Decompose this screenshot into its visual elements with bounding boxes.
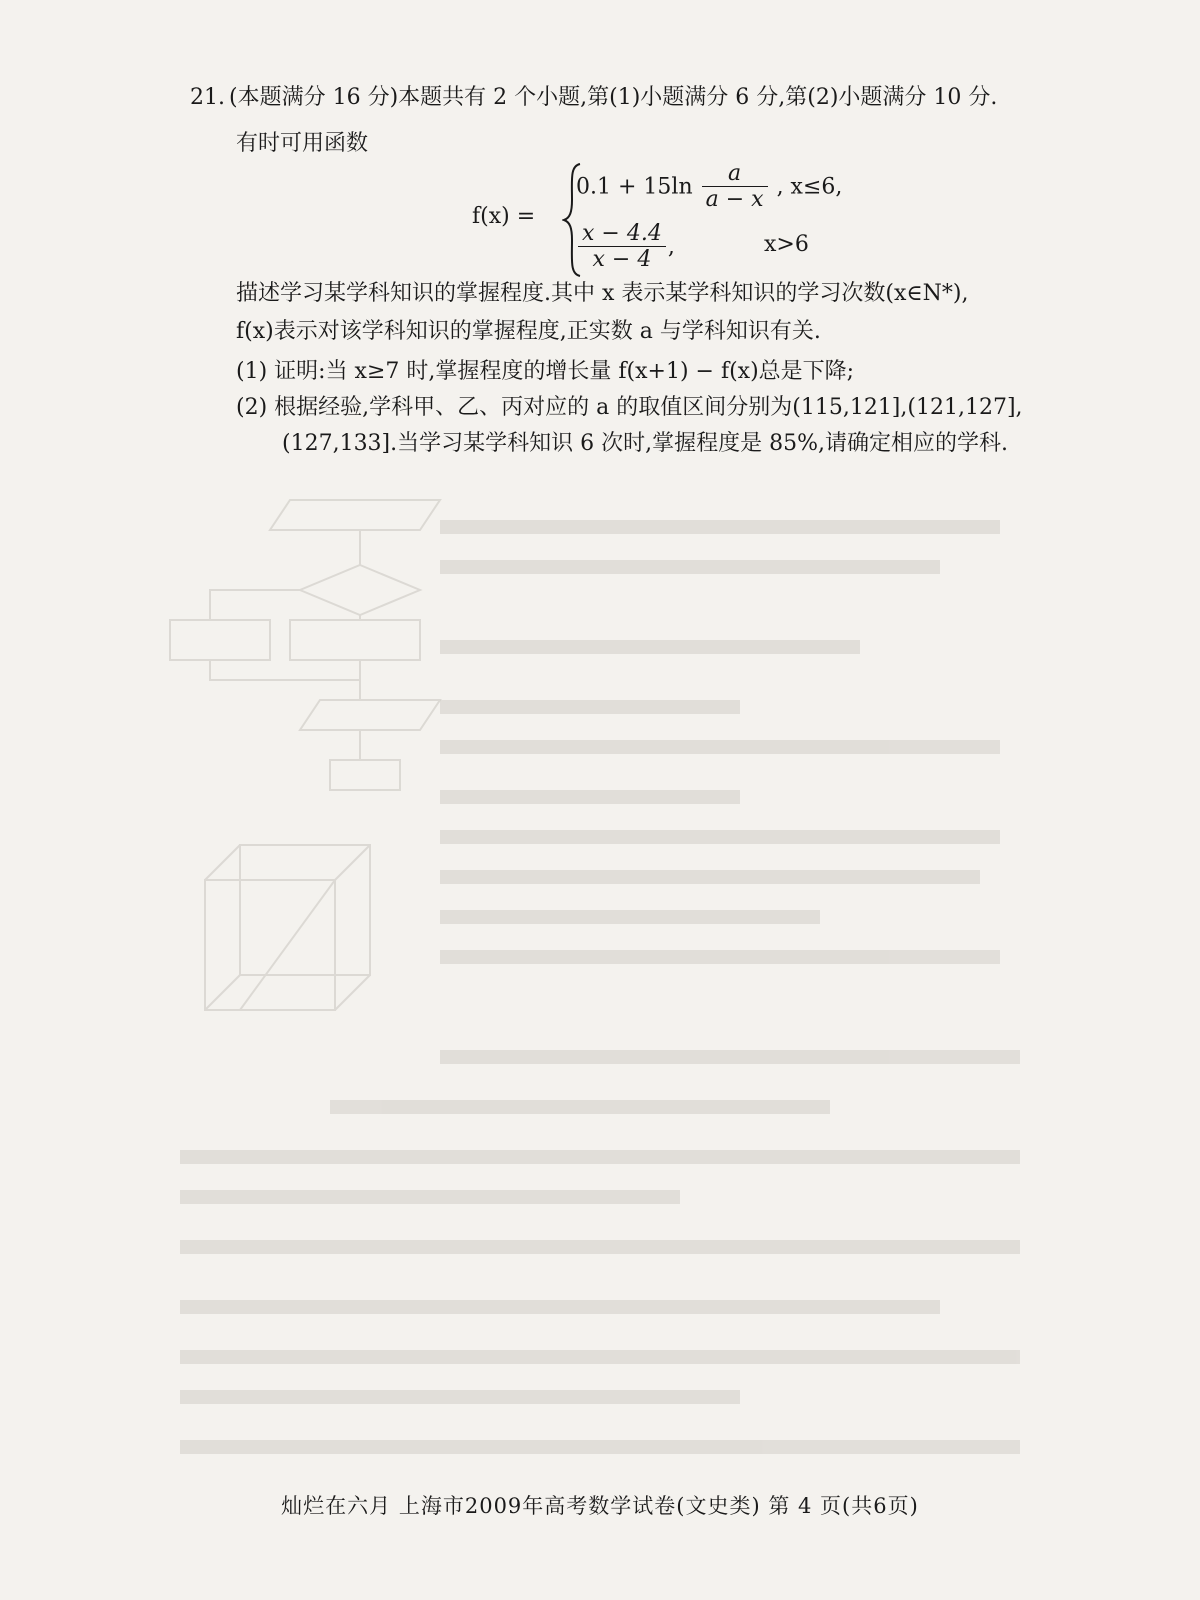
case1-fraction	[702, 162, 768, 213]
case2-condition: x>6	[764, 232, 809, 257]
case2-comma: ,	[667, 234, 675, 260]
case1-numerator: a	[728, 161, 742, 186]
question-header	[190, 80, 1090, 116]
case2-fraction	[578, 222, 666, 273]
formula-case-2	[576, 222, 675, 273]
formula-case-1	[576, 162, 842, 213]
case2-numerator: x − 4.4	[582, 221, 662, 246]
part-2-line-1: (2) 根据经验,学科甲、乙、丙对应的 a 的取值区间分别为(115,121],(121,127],	[236, 395, 1023, 420]
part-1: (1) 证明:当 x≥7 时,掌握程度的增长量 f(x+1) − f(x)总是下降;	[236, 359, 855, 384]
page-footer: 灿烂在六月 上海市2009年高考数学试卷(文史类) 第 4 页(共6页)	[281, 1494, 919, 1518]
description-line-2: f(x)表示对该学科知识的掌握程度,正实数 a 与学科知识有关.	[236, 319, 821, 344]
part-2-line-2: (127,133].当学习某学科知识 6 次时,掌握程度是 85%,请确定相应的学科.	[282, 431, 1008, 456]
piecewise-formula	[472, 160, 892, 280]
case1-condition: , x≤6,	[776, 174, 843, 200]
description-line-1: 描述学习某学科知识的掌握程度.其中 x 表示某学科知识的学习次数(x∈N*),	[236, 281, 969, 306]
case1-prefix: 0.1 + 15ln	[576, 174, 693, 200]
question-number: 21.	[190, 85, 225, 110]
case1-denominator: a − x	[705, 187, 764, 212]
question-score-info: (本题满分 16 分)本题共有 2 个小题,第(1)小题满分 6 分,第(2)小题满分 10 分.	[229, 85, 998, 110]
formula-lhs: f(x) =	[472, 204, 536, 229]
question-intro: 有时可用函数	[236, 131, 369, 156]
case2-denominator: x − 4	[592, 247, 652, 272]
